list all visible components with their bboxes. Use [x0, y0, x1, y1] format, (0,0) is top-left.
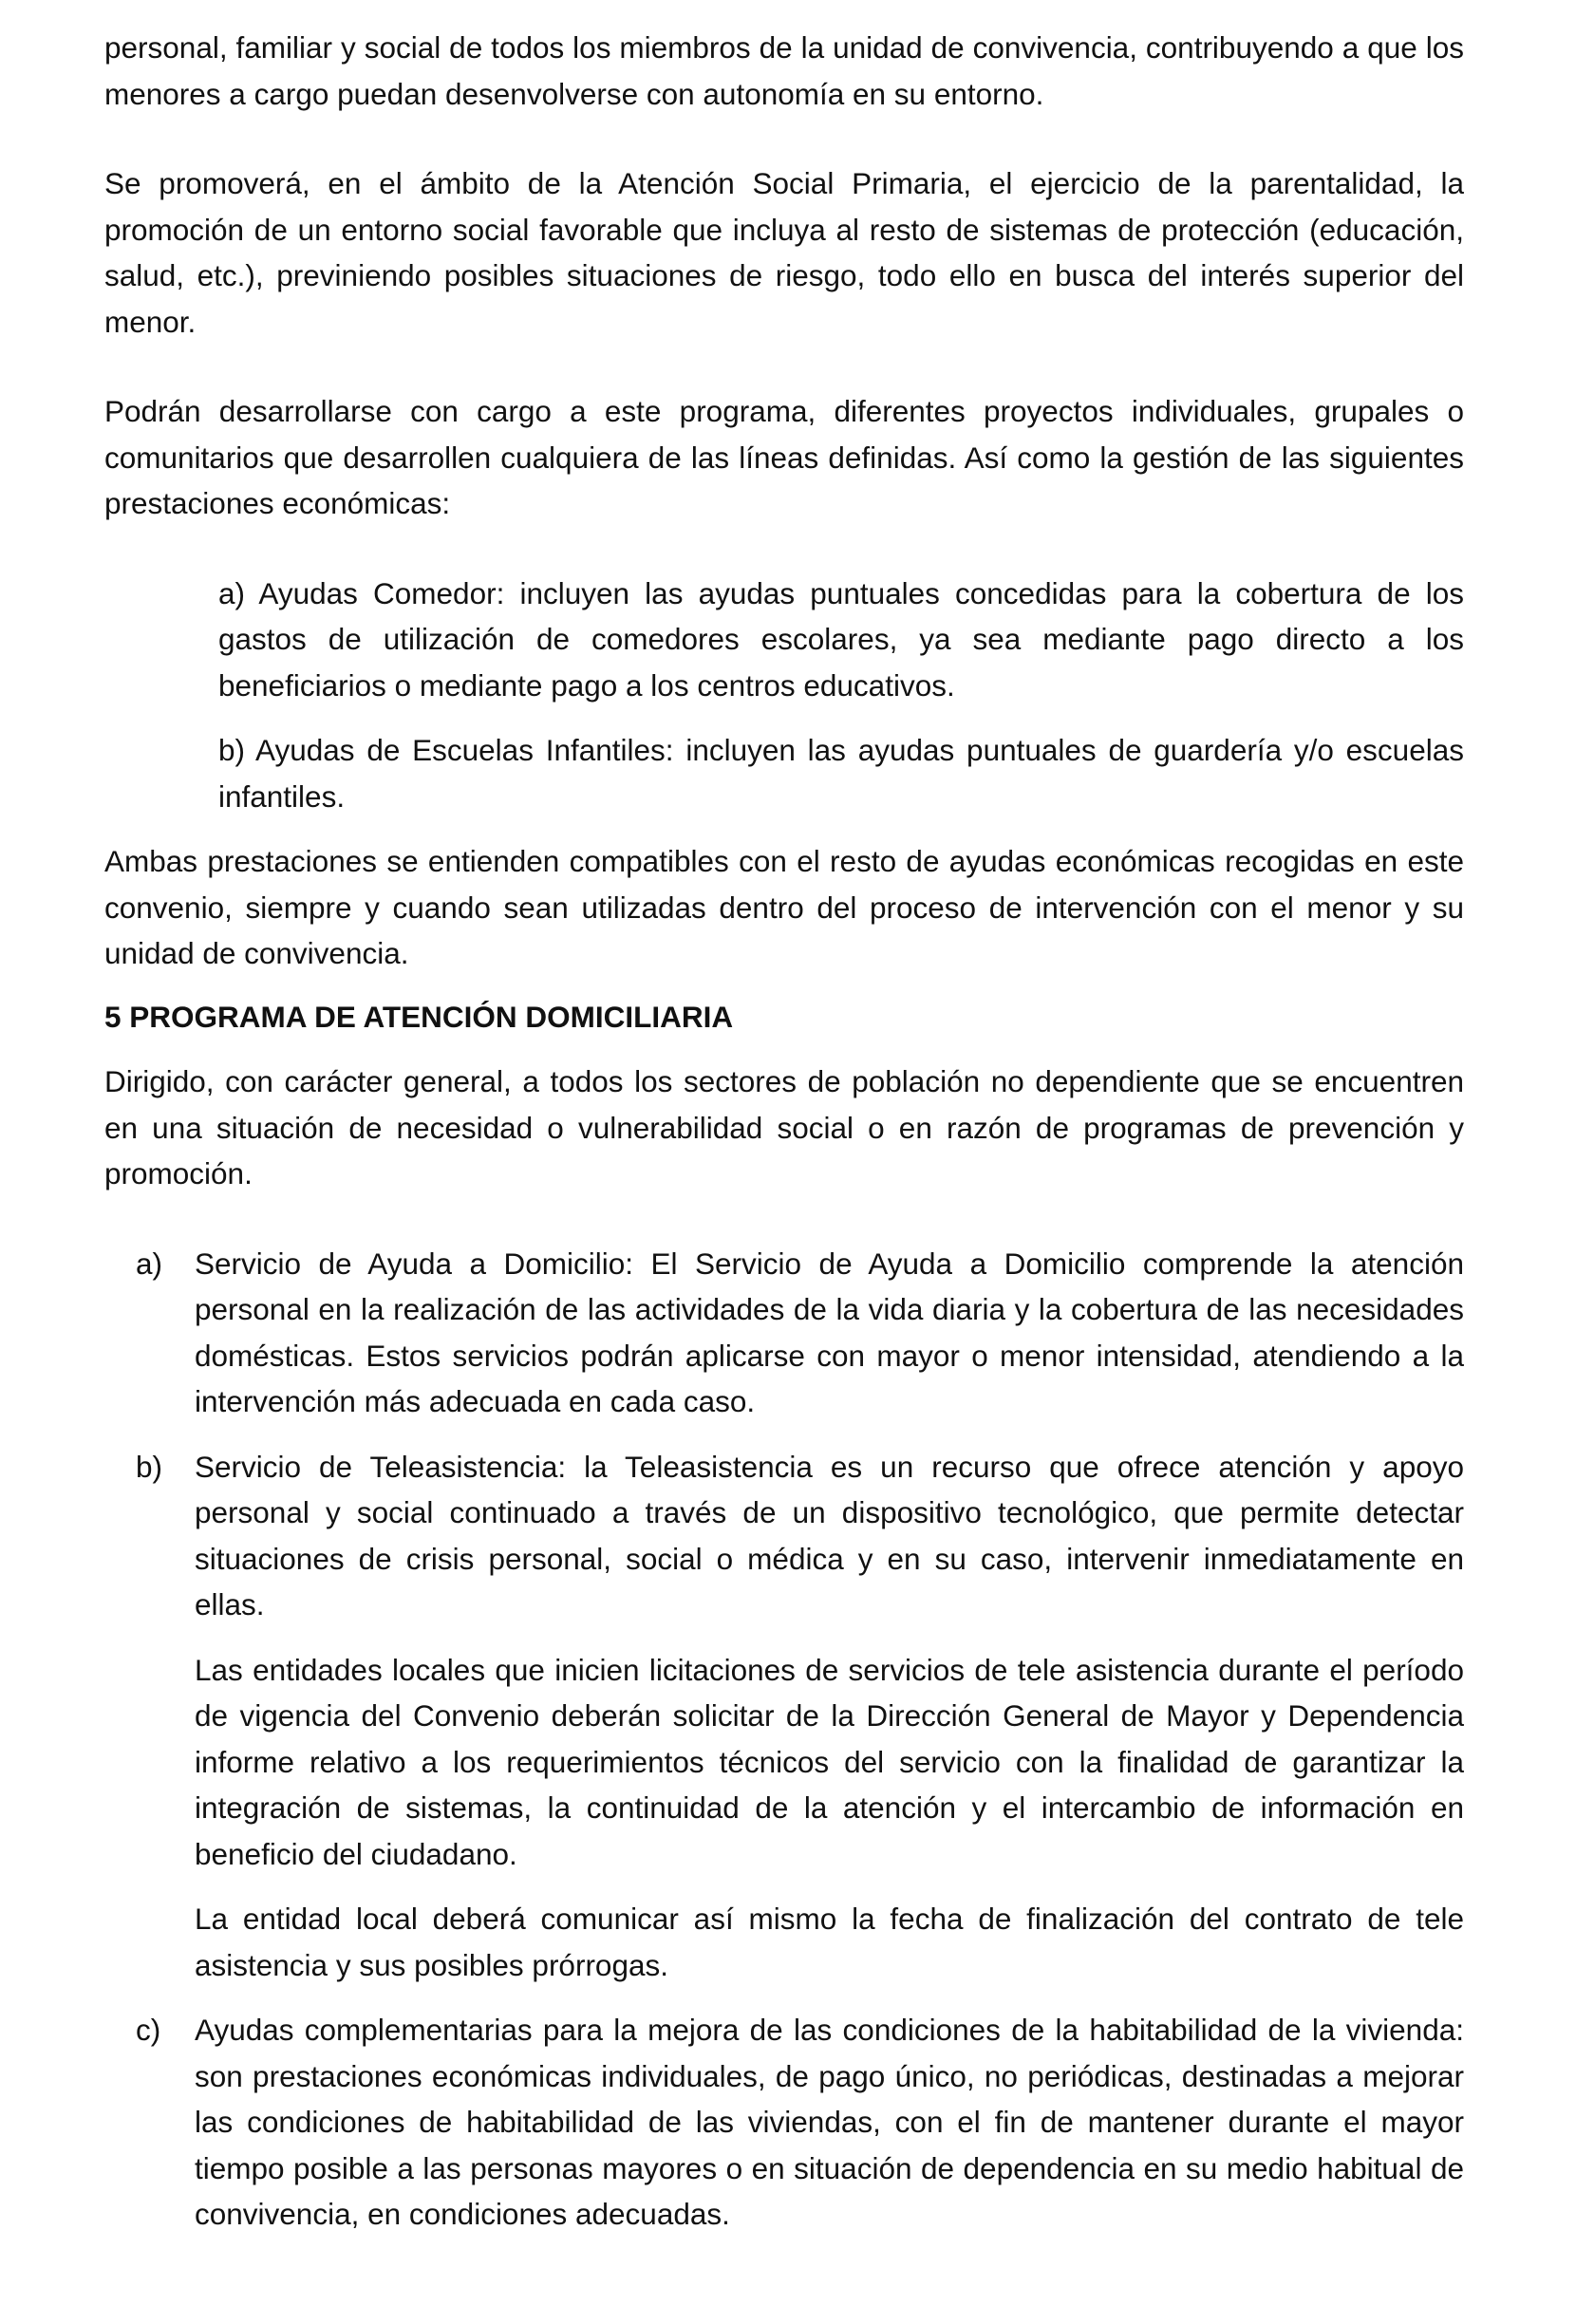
list-item-text: Servicio de Teleasistencia: la Teleasistencia es un recurso que ofrece atención y apoyo personal y social continuado a través de un dispositivo tecnológico, que permite detectar situaciones de crisis personal, social o médica y en su caso, intervenir inmediatamente en ellas. [195, 1449, 1464, 1621]
list-item-ayuda-domicilio [104, 1241, 1464, 1425]
ayuda-comedor: a) Ayudas Comedor: incluyen las ayudas puntuales concedidas para la cobertura de los gastos de utilización de comedores escolares, ya sea mediante pago directo a los beneficiarios o mediante pago a los centros educativos. [218, 575, 1464, 703]
list-marker: c) [136, 2013, 161, 2047]
paragraph-finalizacion-contrato: La entidad local deberá comunicar así mismo la fecha de finalización del contrato de tele asistencia y sus posibles prórrogas. [195, 1902, 1464, 1982]
list-marker: a) [136, 1246, 163, 1281]
list-item-text: Ayudas complementarias para la mejora de las condiciones de la habitabilidad de la vivienda: son prestaciones económicas individuales, de pago único, no periódicas, destinadas a mejorar las condiciones de habitabilidad de las viviendas, con el fin de mantener durante el mayor tiempo posible a las personas mayores o en situación de dependencia en su medio habitual de convivencia, en condiciones adecuadas. [195, 2013, 1464, 2231]
document-page [104, 25, 1464, 2238]
list-item-teleasistencia [104, 1444, 1464, 1628]
paragraph-dirigido: Dirigido, con carácter general, a todos los sectores de población no dependiente que se encuentren en una situación de necesidad o vulnerabilidad social o en razón de programas de prevención y promoción. [104, 1064, 1464, 1190]
ayuda-escuelas-infantiles: b) Ayudas de Escuelas Infantiles: incluyen las ayudas puntuales de guardería y/o escuelas infantiles. [218, 733, 1464, 814]
paragraph-proyectos: Podrán desarrollarse con cargo a este programa, diferentes proyectos individuales, grupales o comunitarios que desarrollen cualquiera de las líneas definidas. Así como la gestión de las siguientes prestaciones económicas: [104, 394, 1464, 520]
paragraph-convivencia: personal, familiar y social de todos los miembros de la unidad de convivencia, contribuyendo a que los menores a cargo puedan desenvolverse con autonomía en su entorno. [104, 30, 1464, 111]
paragraph-licitaciones: Las entidades locales que inicien licitaciones de servicios de tele asistencia durante el período de vigencia del Convenio deberán solicitar de la Dirección General de Mayor y Dependencia informe relativo a los requerimientos técnicos del servicio con la finalidad de garantizar la integración de sistemas, la continuidad de la atención y el intercambio de información en beneficio del ciudadano. [195, 1652, 1464, 1871]
list-marker: b) [136, 1449, 163, 1484]
list-item-text: Servicio de Ayuda a Domicilio: El Servicio de Ayuda a Domicilio comprende la atención personal en la realización de las actividades de la vida diaria y la cobertura de las necesidades domésticas. Estos servicios podrán aplicarse con mayor o menor intensidad, atendiendo a la intervención más adecuada en cada caso. [195, 1246, 1464, 1418]
section-heading: 5 PROGRAMA DE ATENCIÓN DOMICILIARIA [104, 999, 734, 1034]
paragraph-compatibilidad: Ambas prestaciones se entienden compatibles con el resto de ayudas económicas recogidas en este convenio, siempre y cuando sean utilizadas dentro del proceso de intervención con el menor y su unidad de convivencia. [104, 844, 1464, 970]
list-item-ayudas-habitabilidad [104, 2007, 1464, 2238]
paragraph-atencion-social-primaria: Se promoverá, en el ámbito de la Atención Social Primaria, el ejercicio de la parentalidad, la promoción de un entorno social favorable que incluya al resto de sistemas de protección (educación, salud, etc.), previniendo posibles situaciones de riesgo, todo ello en busca del interés superior del menor. [104, 166, 1464, 339]
